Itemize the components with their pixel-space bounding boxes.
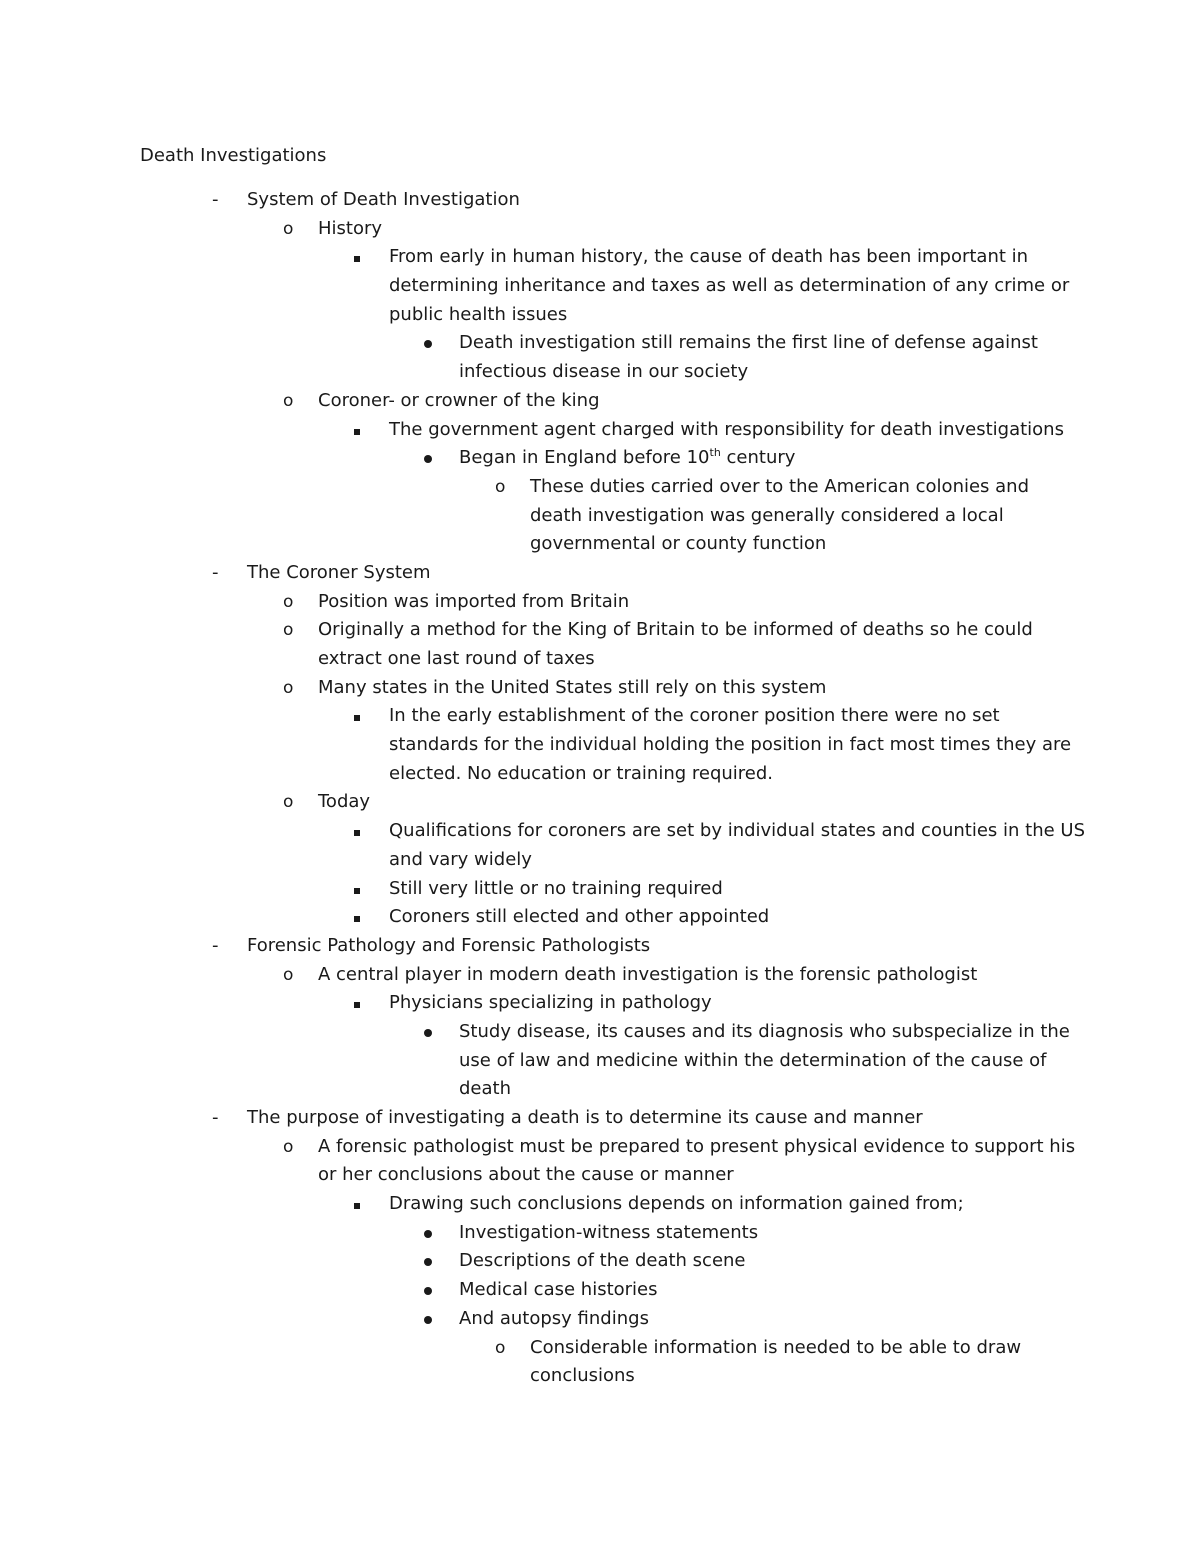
list-item: [0, 1276, 1200, 1305]
item-text: public health issues: [389, 303, 568, 325]
list-item-continuation: [0, 301, 1200, 330]
list-item: [0, 473, 1200, 502]
square-bullet-icon: [353, 903, 383, 932]
list-item: [0, 1190, 1200, 1219]
list-item: [0, 674, 1200, 703]
list-item: [0, 903, 1200, 932]
square-bullet-icon: [353, 875, 383, 904]
list-item: [0, 1219, 1200, 1248]
item-text: [459, 444, 795, 473]
item-text: A central player in modern death investigation is the forensic pathologist: [318, 963, 978, 985]
list-item-continuation: [0, 760, 1200, 789]
item-text: Forensic Pathology and Forensic Pathologists: [247, 934, 651, 956]
item-text: Today: [318, 791, 371, 813]
circle-bullet: o: [283, 390, 294, 411]
list-item: [0, 961, 1200, 990]
list-item: [0, 1104, 1200, 1133]
item-text-part: century: [720, 447, 796, 469]
list-item-continuation: [0, 645, 1200, 674]
list-item-continuation: [0, 1362, 1200, 1391]
list-item: [0, 588, 1200, 617]
list-item: [0, 387, 1200, 416]
list-item: [0, 444, 1200, 473]
list-item: [0, 243, 1200, 272]
list-item-continuation: [0, 502, 1200, 531]
item-text: Medical case histories: [459, 1279, 658, 1301]
circle-bullet: o: [283, 591, 294, 612]
item-text: The Coroner System: [247, 561, 431, 583]
list-item-continuation: [0, 846, 1200, 875]
item-text: Study disease, its causes and its diagnosis who subspecialize in the: [459, 1020, 1070, 1042]
item-text: Physicians specializing in pathology: [389, 992, 712, 1014]
list-item: [0, 932, 1200, 961]
list-item-continuation: [0, 1161, 1200, 1190]
item-text: conclusions: [530, 1365, 635, 1387]
dash-bullet: -: [212, 561, 219, 583]
item-text: extract one last round of taxes: [318, 648, 595, 669]
list-item: [0, 1305, 1200, 1334]
circle-bullet: o: [283, 677, 294, 698]
item-text: System of Death Investigation: [247, 189, 520, 210]
item-text: infectious disease in our society: [459, 361, 749, 383]
item-text: Still very little or no training required: [389, 877, 723, 899]
item-text: Position was imported from Britain: [318, 590, 630, 612]
item-text: History: [318, 217, 383, 239]
round-bullet-icon: [424, 1219, 454, 1248]
square-bullet-icon: [353, 817, 383, 846]
item-text: Drawing such conclusions depends on information gained from;: [389, 1193, 964, 1215]
circle-bullet: o: [283, 792, 294, 813]
list-item: [0, 989, 1200, 1018]
item-text: In the early establishment of the coroner position there were no set: [389, 705, 1000, 727]
outline: [0, 186, 1200, 1391]
list-item: [0, 788, 1200, 817]
list-item: [0, 817, 1200, 846]
square-bullet-icon: [353, 416, 383, 445]
square-bullet-icon: [353, 702, 383, 731]
item-text: A forensic pathologist must be prepared to present physical evidence to support his: [318, 1135, 1076, 1157]
list-item: [0, 616, 1200, 645]
list-item-continuation: [0, 530, 1200, 559]
list-item: [0, 416, 1200, 445]
item-text: The government agent charged with responsibility for death investigations: [389, 418, 1064, 440]
square-bullet-icon: [353, 989, 383, 1018]
item-text-part: Began in England before 10: [459, 447, 710, 469]
list-item-continuation: [0, 1075, 1200, 1104]
list-item: [0, 1133, 1200, 1162]
item-text: The purpose of investigating a death is to determine its cause and manner: [247, 1107, 923, 1128]
item-text: standards for the individual holding the position in fact most times they are: [389, 734, 1072, 756]
ordinal-suffix: th: [709, 446, 721, 460]
item-text: or her conclusions about the cause or manner: [318, 1164, 734, 1186]
item-text: Descriptions of the death scene: [459, 1250, 746, 1272]
list-item: [0, 1247, 1200, 1276]
list-item: [0, 559, 1200, 588]
circle-bullet: o: [283, 1136, 294, 1157]
item-text: Originally a method for the King of Britain to be informed of deaths so he could: [318, 619, 1033, 641]
item-text: From early in human history, the cause of death has been important in: [389, 246, 1029, 268]
list-item: [0, 1334, 1200, 1363]
item-text: governmental or county function: [530, 533, 827, 555]
list-item-continuation: [0, 272, 1200, 301]
round-bullet-icon: [424, 1305, 454, 1334]
dash-bullet: -: [212, 189, 219, 210]
circle-bullet: o: [283, 620, 294, 641]
list-item: [0, 1018, 1200, 1047]
item-text: These duties carried over to the American colonies and: [530, 475, 1030, 497]
document-title: Death Investigations: [140, 145, 327, 166]
item-text: elected. No education or training required.: [389, 762, 774, 784]
list-item: [0, 702, 1200, 731]
square-bullet-icon: [353, 243, 383, 272]
circle-bullet: o: [283, 218, 294, 239]
circle-bullet: o: [283, 964, 294, 985]
round-bullet-icon: [424, 444, 454, 473]
list-item-continuation: [0, 358, 1200, 387]
list-item: [0, 875, 1200, 904]
square-bullet-icon: [353, 1190, 383, 1219]
round-bullet-icon: [424, 1276, 454, 1305]
round-bullet-icon: [424, 1247, 454, 1276]
dash-bullet: -: [212, 1107, 219, 1128]
dash-bullet: -: [212, 934, 219, 956]
item-text: Investigation-witness statements: [459, 1221, 759, 1243]
item-text: Qualifications for coroners are set by individual states and counties in the US: [389, 820, 1086, 842]
item-text: death investigation was generally considered a local: [530, 504, 1004, 526]
round-bullet-icon: [424, 329, 454, 358]
item-text: Death investigation still remains the first line of defense against: [459, 332, 1038, 354]
list-item-continuation: [0, 731, 1200, 760]
list-item: [0, 186, 1200, 215]
item-text: And autopsy findings: [459, 1307, 649, 1329]
list-item-continuation: [0, 1047, 1200, 1076]
list-item: [0, 215, 1200, 244]
round-bullet-icon: [424, 1018, 454, 1047]
item-text: use of law and medicine within the determination of the cause of: [459, 1049, 1047, 1071]
item-text: determining inheritance and taxes as well as determination of any crime or: [389, 275, 1070, 297]
circle-bullet: o: [495, 476, 506, 497]
list-item: [0, 329, 1200, 358]
item-text: and vary widely: [389, 848, 532, 870]
item-text: death: [459, 1078, 511, 1100]
circle-bullet: o: [495, 1337, 506, 1358]
item-text: Coroner- or crowner of the king: [318, 389, 600, 411]
item-text: Many states in the United States still rely on this system: [318, 676, 827, 698]
item-text: Coroners still elected and other appointed: [389, 906, 770, 928]
item-text: Considerable information is needed to be able to draw: [530, 1336, 1022, 1358]
